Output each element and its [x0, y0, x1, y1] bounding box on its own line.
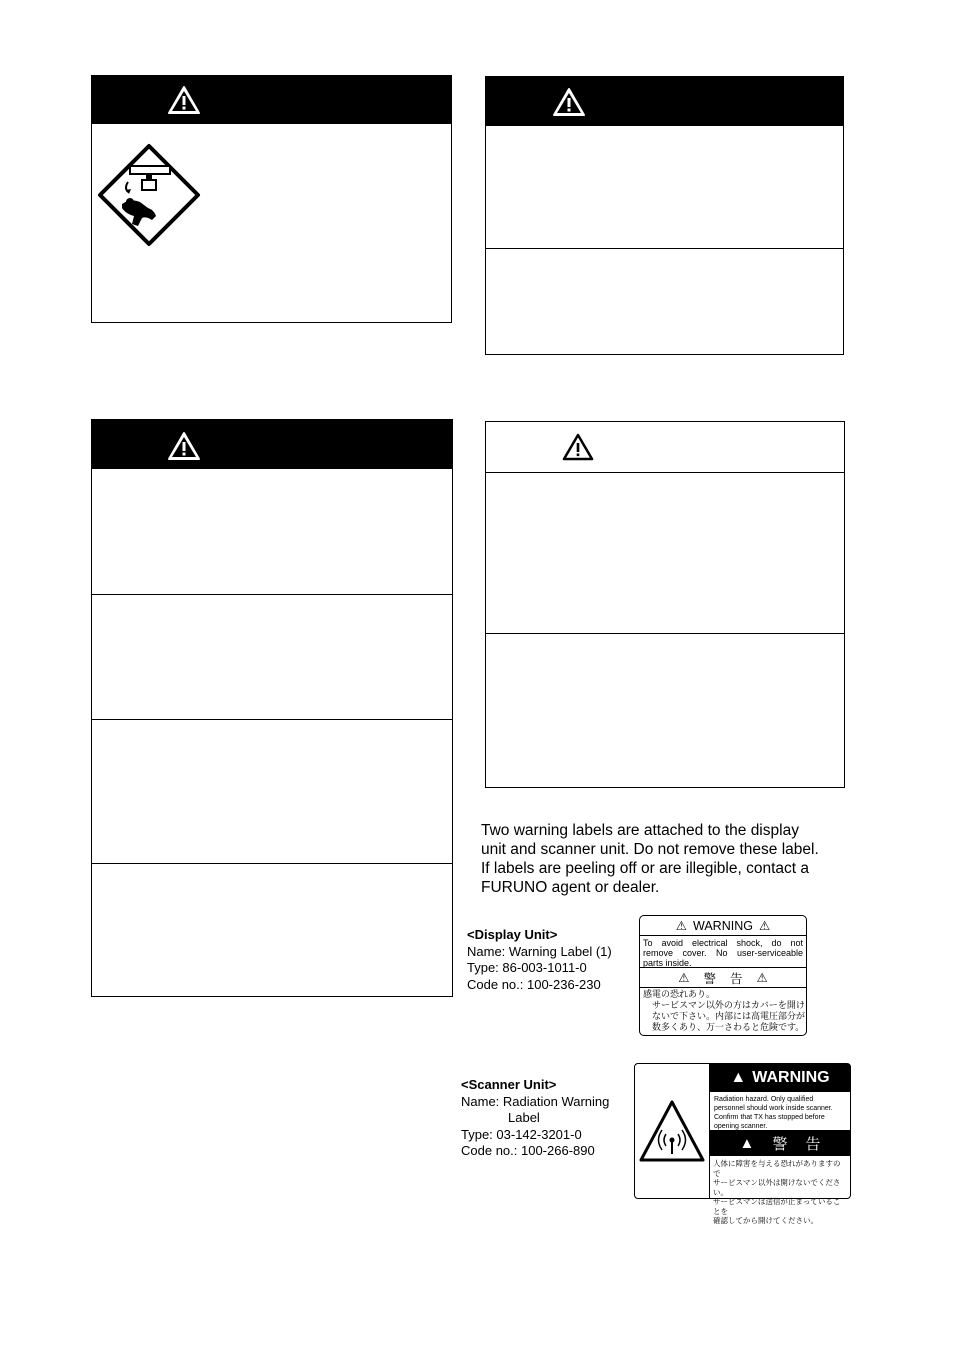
jp-line: 確認してから開けてください。 [713, 1216, 818, 1225]
notice-line: FURUNO agent or dealer. [481, 879, 660, 896]
warning-triangle-icon: ⚠ [758, 919, 771, 933]
radiation-hazard-icon [635, 1064, 710, 1198]
divider [92, 863, 452, 864]
scanner-unit-title: <Scanner Unit> [461, 1077, 557, 1092]
divider [486, 633, 844, 634]
warning-box-header [92, 76, 451, 124]
display-unit-title: <Display Unit> [467, 927, 558, 942]
jp-header-char: 警 [772, 1135, 788, 1153]
jp-line: サービスマン以外の方はカバーを開け [643, 1000, 805, 1010]
radiation-pictogram [635, 1064, 710, 1198]
scanner-unit-spec [461, 1077, 609, 1160]
display-unit-name: Name: Warning Label (1) [467, 943, 612, 959]
display-unit-code: Code no.: 100-236-230 [467, 976, 601, 992]
caution-box-header [486, 422, 844, 473]
label-jp-header [640, 967, 806, 988]
scanner-unit-name: Name: Radiation Warning [461, 1093, 610, 1109]
warning-triangle-icon: ⚠ [678, 971, 690, 985]
label-header-text: WARNING [752, 1069, 830, 1086]
notice-line: If labels are peeling off or are illegible, contact a [481, 860, 809, 877]
warning-box-header [92, 420, 452, 469]
label-content [710, 1064, 850, 1225]
rotating-antenna-hazard-icon [94, 142, 204, 252]
label-header [640, 916, 806, 936]
jp-header-char: 告 [730, 971, 743, 986]
warning-triangle-icon: ▲ [739, 1134, 755, 1152]
warning-triangle-icon: ⚠ [675, 919, 688, 933]
warning-box-header [486, 77, 843, 126]
warning-triangle-icon: ⚠ [756, 971, 768, 985]
warning-box-bottom-left [91, 419, 453, 997]
display-unit-spec [467, 927, 612, 993]
label-header [710, 1064, 850, 1092]
warning-triangle-icon [167, 431, 201, 461]
divider [92, 594, 452, 595]
display-unit-type: Type: 86-003-1011-0 [467, 960, 587, 975]
jp-line: 数多くあり、万一さわると危険です。 [643, 1022, 805, 1032]
divider [486, 248, 843, 249]
label-text-line: opening scanner. [714, 1123, 768, 1130]
label-text: To avoid electrical shock, do not remove cover. No user-serviceable parts inside. [643, 938, 803, 968]
warning-triangle-icon: ▲ [730, 1069, 747, 1086]
warning-triangle-icon [167, 85, 201, 115]
warning-box-antenna [91, 75, 452, 323]
scanner-unit-type: Type: 03-142-3201-0 [461, 1126, 582, 1142]
label-jp-header [710, 1130, 850, 1156]
warning-box-top-right [485, 76, 844, 355]
jp-header-char: 告 [805, 1135, 821, 1153]
jp-line: サービスマンは送信が止まっていることを [713, 1197, 841, 1216]
notice-line: Two warning labels are attached to the display [481, 822, 799, 839]
scanner-unit-code: Code no.: 100-266-890 [461, 1143, 595, 1158]
label-jp-text [640, 988, 806, 1034]
scanner-unit-name-cont: Label [508, 1110, 540, 1125]
notice-line: unit and scanner unit. Do not remove these label. [481, 841, 819, 858]
caution-box-right [485, 421, 845, 788]
label-jp-text [710, 1156, 850, 1229]
label-header-text: WARNING [693, 918, 753, 933]
jp-line: 感電の恐れあり。 [643, 989, 716, 999]
label-text-line: Radiation hazard. Only qualified [714, 1096, 814, 1103]
label-text-line: Confirm that TX has stopped before [714, 1114, 825, 1121]
jp-line: ないで下さい。内部には高電圧部分が [643, 1011, 806, 1021]
warning-triangle-icon [552, 87, 586, 117]
display-warning-label [639, 915, 807, 1036]
jp-header-char: 警 [703, 971, 716, 986]
label-text [710, 1092, 850, 1130]
scanner-warning-label [634, 1063, 851, 1225]
label-text-line: personnel should work inside scanner. [714, 1105, 833, 1112]
warning-label-notice [481, 821, 841, 897]
jp-line: 人体に障害を与える恐れがありますので [713, 1159, 841, 1178]
caution-triangle-icon [561, 432, 595, 462]
divider [92, 719, 452, 720]
jp-line: サービスマン以外は開けないでください。 [713, 1178, 841, 1197]
